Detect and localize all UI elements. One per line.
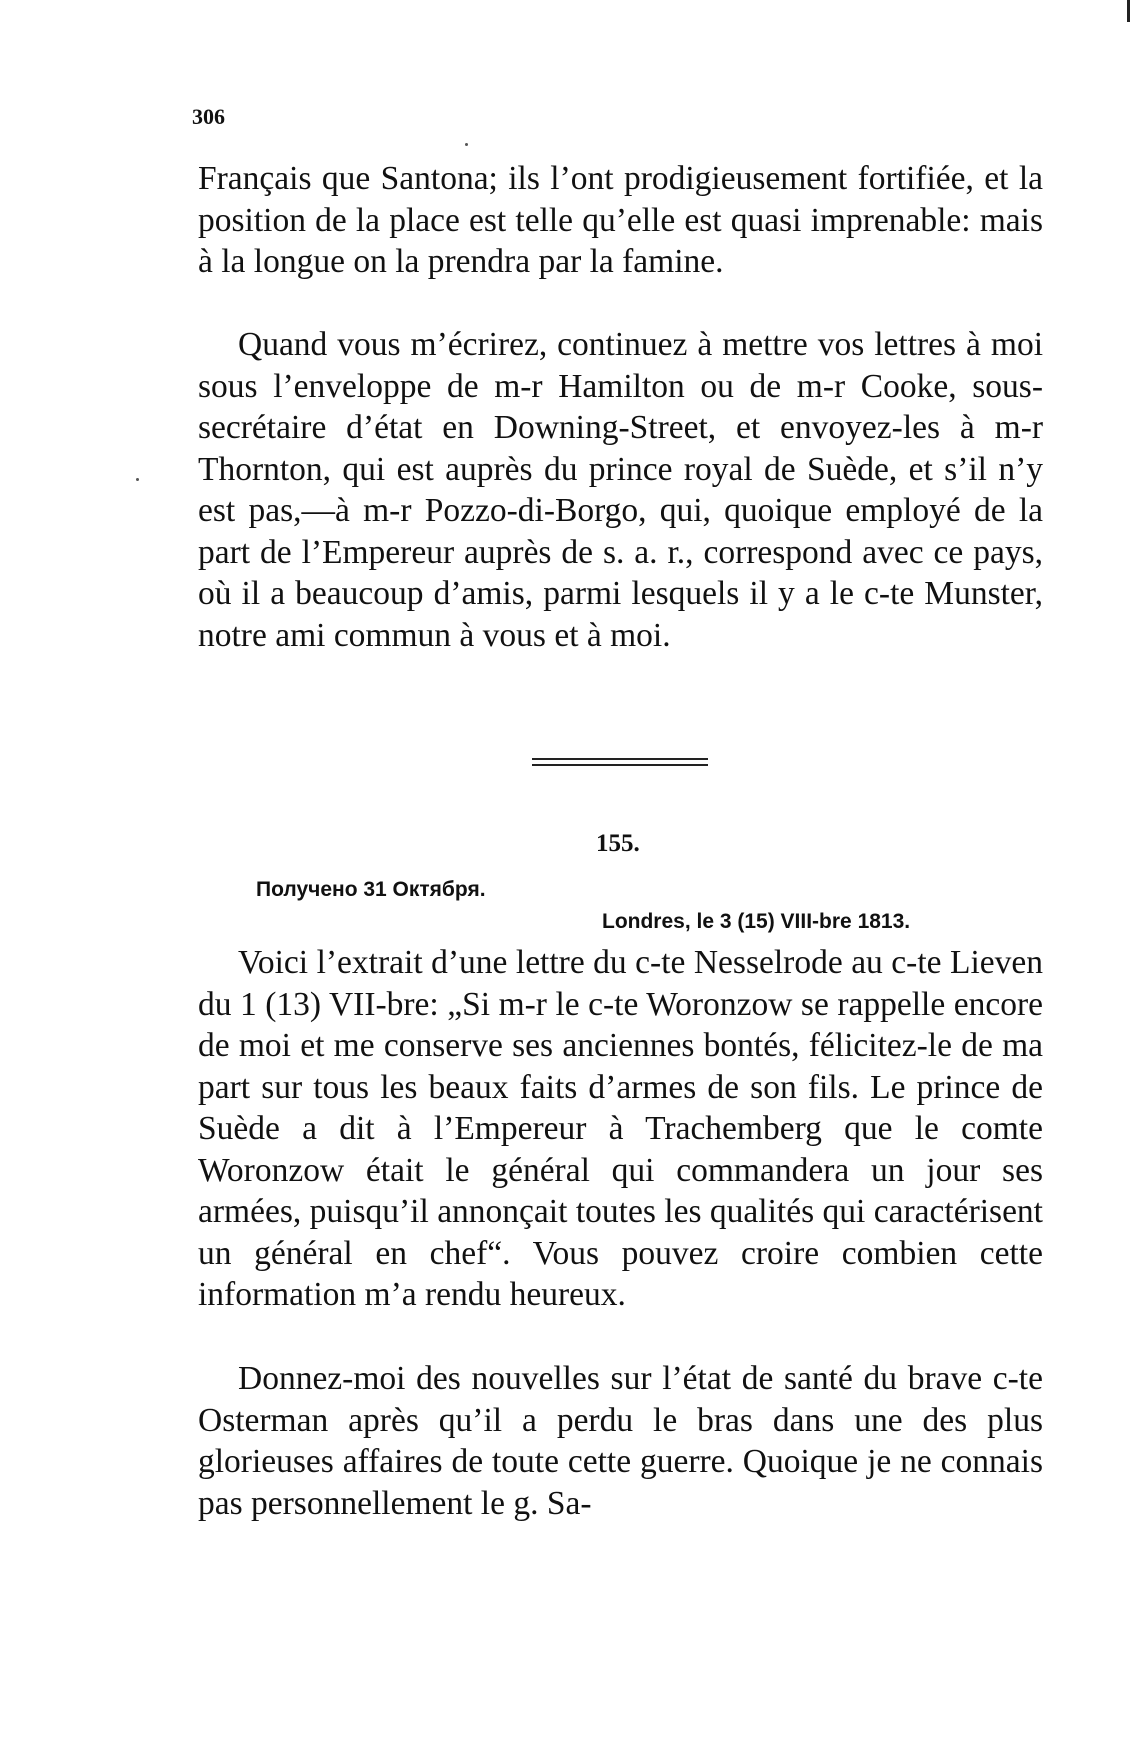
letter-dateline: Londres, le 3 (15) VIII-bre 1813. xyxy=(602,910,911,933)
paragraph: Quand vous m’écrirez, continuez à mettre vos lettres à moi sous l’enveloppe de m-r Hamilton ou de m-r Cooke, sous-secrétaire d’état en Downing-Street, et envoyez-les à m-r Thornton, qui est auprès du prince royal de Suède, et s’il n’y est pas,—à m-r Pozzo-di-Borgo, qui, quoique employé de la part de l’Empereur auprès de s. a. r., correspond avec ce pays, où il a beaucoup d’amis, parmi lesquels il y a le c-te Munster, notre ami commun à vous et à moi. xyxy=(198,326,1043,654)
letter-paragraph: Voici l’extrait d’une lettre du c-te Nesselrode au c-te Lieven du 1 (13) VII-bre: „Si m-r le c-te Woronzow se rappelle encore de moi et me conserve ses anciennes bontés, félicitez-le de ma part sur tous les beaux faits d’armes de son fils. Le prince de Suède a dit à l’Empereur à Trachemberg que le comte Woronzow était le général qui commandera un jour ses armées, puisqu’il annonçait toutes les qualités qui caractérisent un général en chef“. Vous pouvez croire combien cette information m’a rendu heureux. xyxy=(198,944,1043,1313)
page-number: 306 xyxy=(192,104,225,129)
section-divider-line xyxy=(532,758,708,760)
received-note: Получено 31 Октября. xyxy=(256,878,486,901)
letter-paragraph: Donnez-moi des nouvelles sur l’état de santé du brave c-te Osterman après qu’il a perdu le bras dans une des plus glorieuses affaires de toute cette guerre. Quoique je ne connais pas personnellement le g. Sa- xyxy=(198,1360,1043,1522)
print-speck xyxy=(465,143,468,146)
section-divider-line xyxy=(532,764,708,766)
page-edge-mark xyxy=(1127,0,1130,22)
letter-number: 155. xyxy=(596,830,640,857)
print-speck xyxy=(136,478,139,481)
paragraph-continued: Français que Santona; ils l’ont prodigieusement fortifiée, et la position de la place est telle qu’elle est quasi imprenable: mais à la longue on la prendra par la famine. xyxy=(198,160,1043,280)
